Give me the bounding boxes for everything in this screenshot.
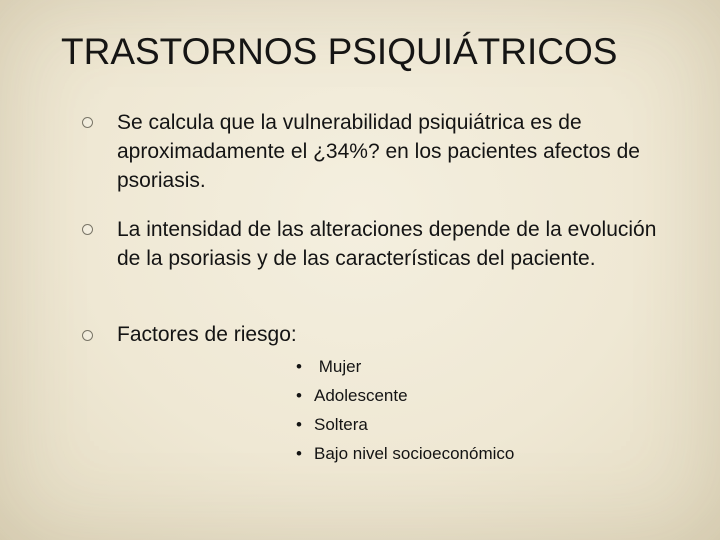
bullet-dot-icon: •: [296, 415, 302, 434]
risk-factor-label: Soltera: [314, 415, 368, 434]
bullet-dot-icon: •: [296, 357, 302, 376]
bullet-circle-icon: [82, 117, 93, 128]
risk-factor-label: Adolescente: [314, 386, 408, 405]
bullet-dot-icon: •: [296, 444, 302, 463]
list-item: [296, 352, 514, 381]
bullet-circle-icon: [82, 224, 93, 235]
slide-title: TRASTORNOS PSIQUIÁTRICOS: [61, 31, 618, 72]
bullet-vulnerability: Se calcula que la vulnerabilidad psiquiátrica es de aproximadamente el ¿34%? en los pacientes afectos de psoriasis.: [117, 111, 640, 192]
bullet-intensity: La intensidad de las alteraciones depende de la evolución de la psoriasis y de las características del paciente.: [117, 218, 657, 270]
list-item: [296, 439, 514, 468]
risk-factor-label: Mujer: [314, 357, 362, 376]
bullet-risk-factors: Factores de riesgo:: [117, 323, 297, 346]
bullet-circle-icon: [82, 330, 93, 341]
risk-factor-label: Bajo nivel socioeconómico: [314, 444, 515, 463]
list-item: [296, 410, 514, 439]
bullet-dot-icon: •: [296, 386, 302, 405]
risk-factors-list: [296, 352, 514, 468]
list-item: [296, 381, 514, 410]
